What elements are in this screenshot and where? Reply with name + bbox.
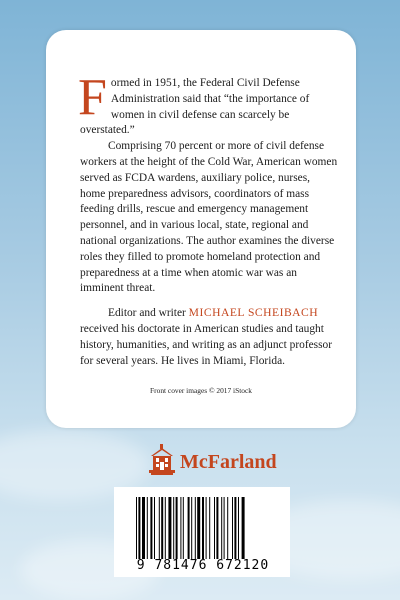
bio-text: received his doctorate in American studies and taught history, humanities, and writing as an adjunct professor for several years. He lives in Miami, Florida.	[80, 322, 333, 367]
publisher-logo	[148, 443, 288, 479]
blurb-intro-text: ormed in 1951, the Federal Civil Defense Administration said that “the importance of women in civil defense can scarcely be overstated.”	[80, 77, 310, 137]
author-name: MICHAEL SCHEIBACH	[188, 306, 319, 320]
image-credit: Front cover images © 2017 iStock	[150, 386, 252, 395]
publisher-name: McFarland	[180, 451, 277, 473]
bio-prefix: Editor and writer	[108, 307, 186, 320]
barcode-bars	[136, 497, 276, 559]
author-bio	[80, 305, 338, 369]
blurb-paragraph-main: Comprising 70 percent or more of civil defense workers at the height of the Cold War, American women served as FCDA wardens, auxiliary police, nurses, home preparedness advisors, coordinators of mass feeding drills, rescue and emergency management personnel, and in various local, state, regional and national organizations. The author examines the diverse roles they filled to promote homeland protection and preparedness at a time when atomic war was an imminent threat.	[80, 140, 338, 295]
isbn-barcode	[114, 487, 290, 577]
blurb	[78, 69, 338, 369]
isbn-number: 9 781476 672120	[136, 558, 270, 573]
blurb-paragraph-intro	[78, 69, 338, 139]
drop-cap: F	[78, 69, 107, 126]
text-panel	[46, 30, 356, 428]
mcfarland-house-logo-icon	[148, 443, 176, 479]
